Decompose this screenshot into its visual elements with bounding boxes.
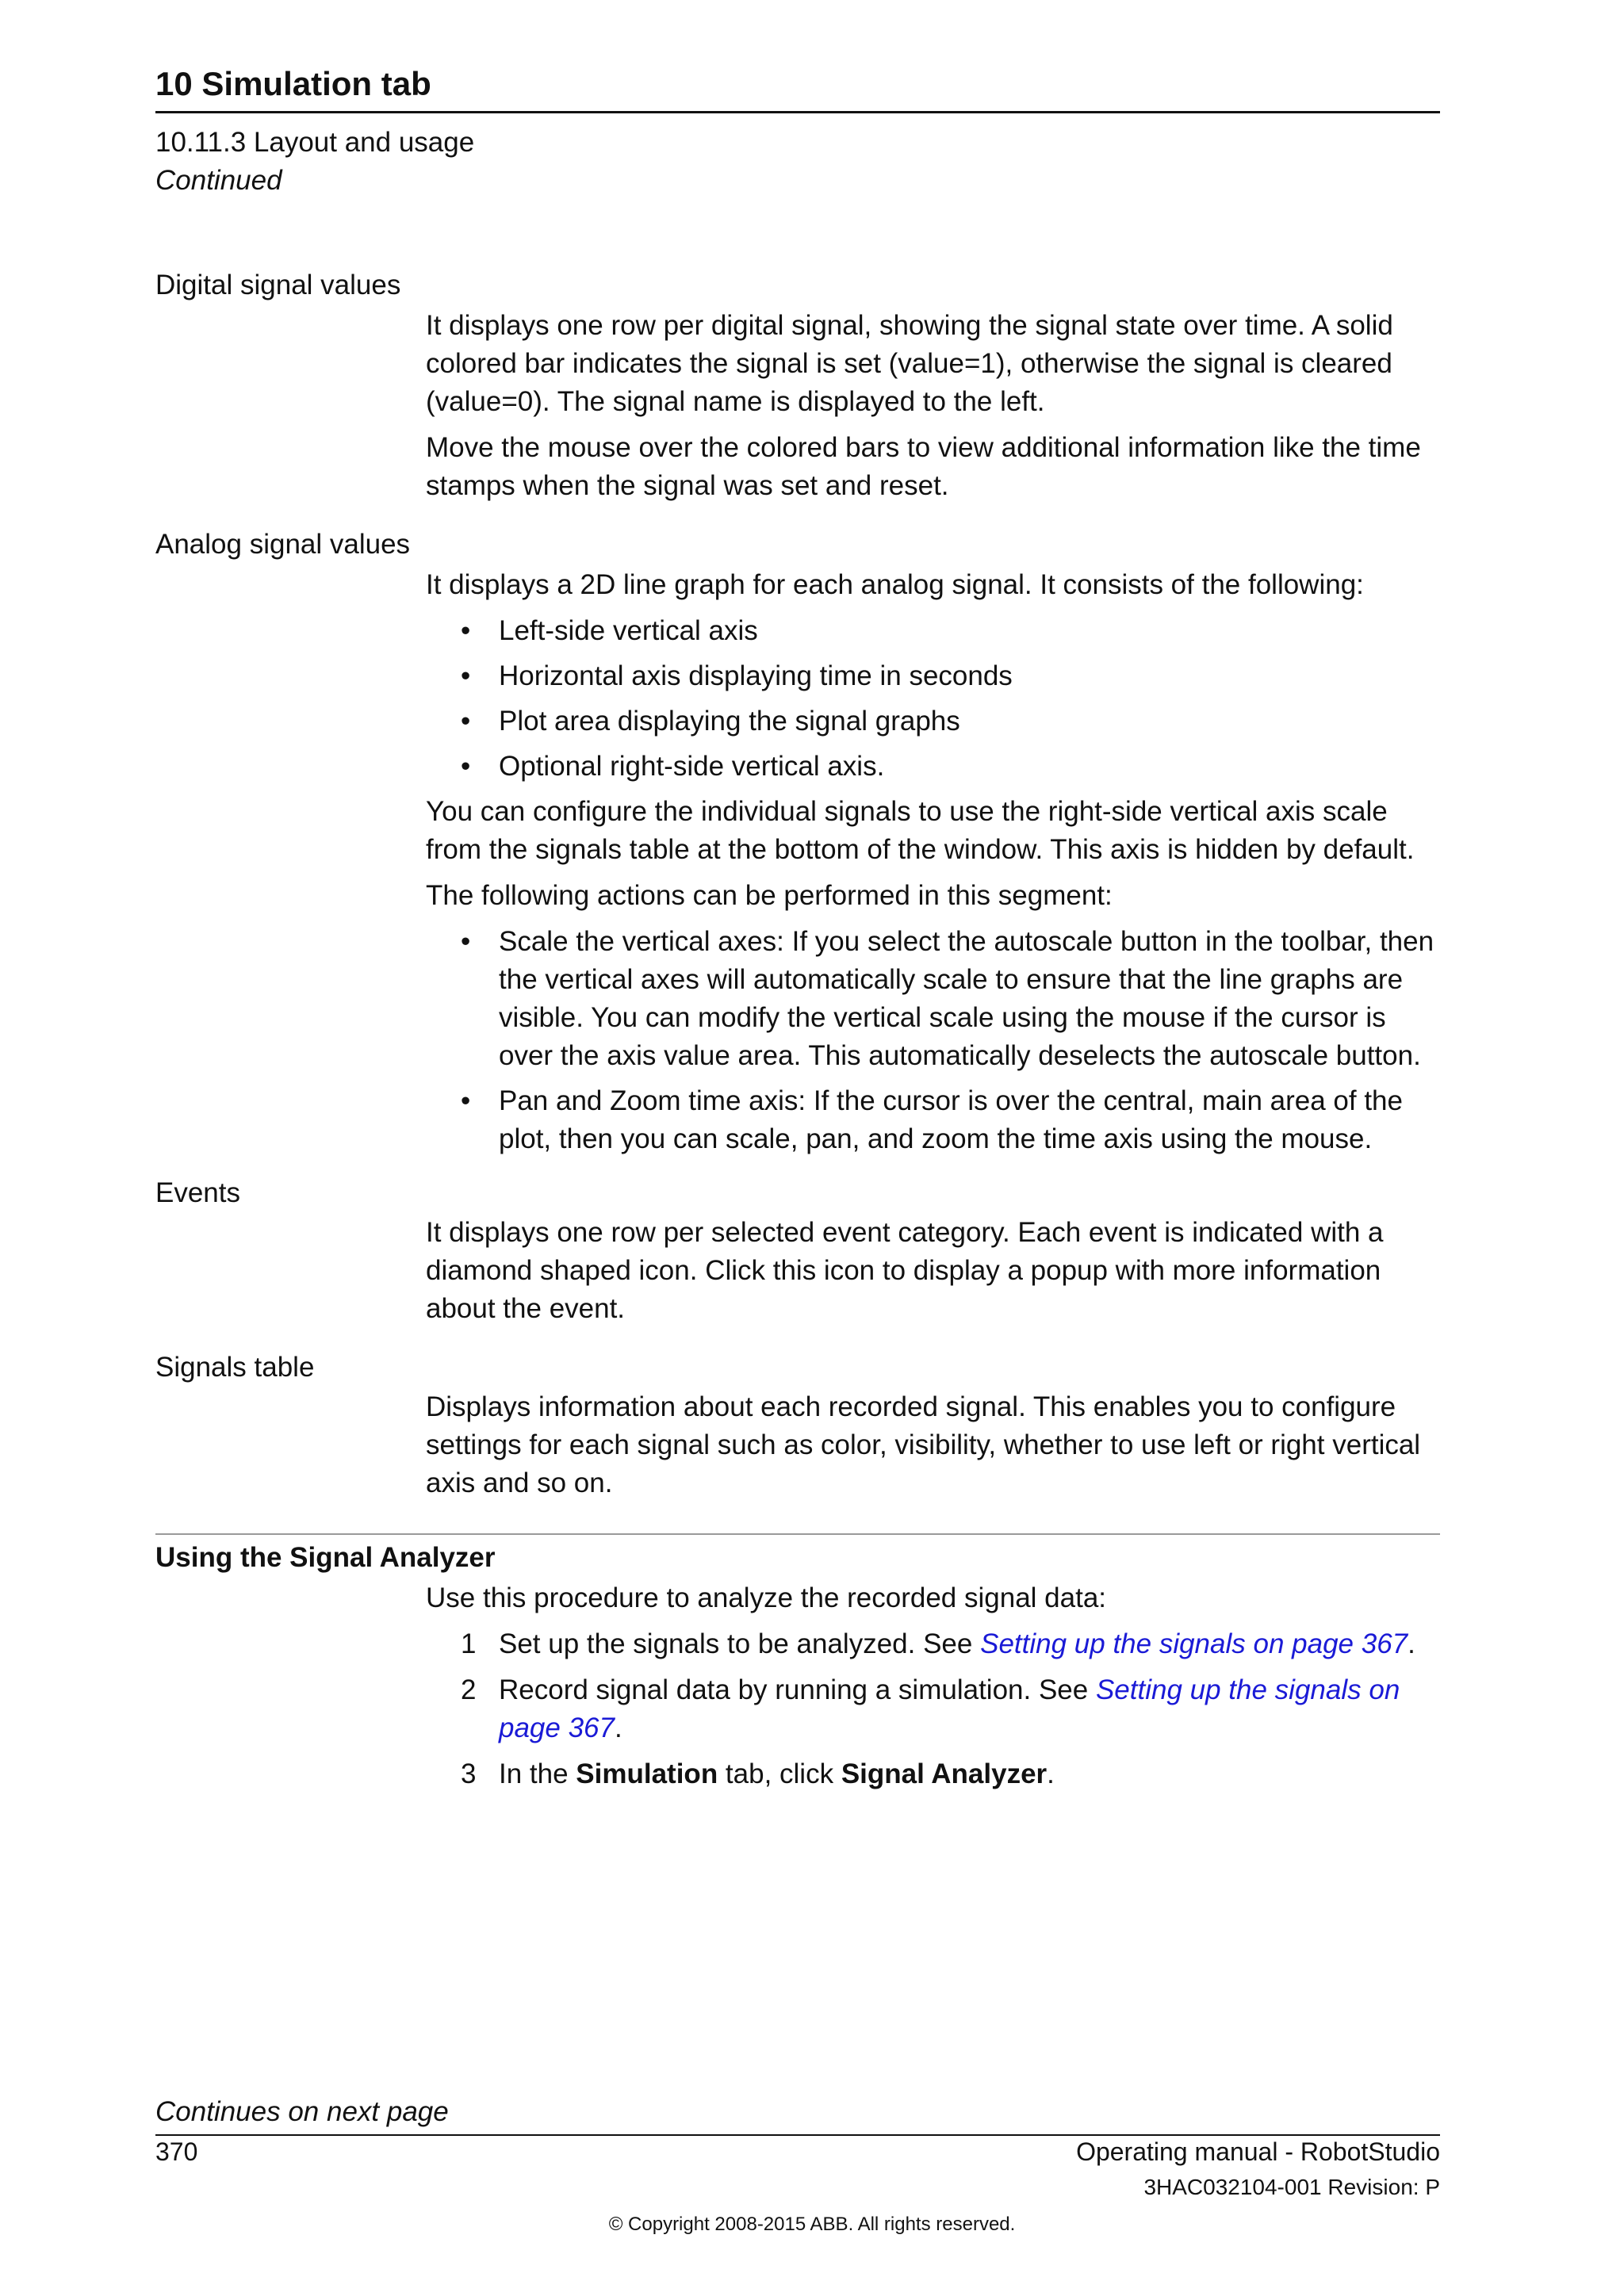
bullet-icon: • <box>461 615 471 646</box>
procedure-heading: Using the Signal Analyzer <box>155 1542 496 1573</box>
analog-signal-values-label: Analog signal values <box>155 529 411 560</box>
document-id: 3HAC032104-001 Revision: P <box>1143 2175 1440 2199</box>
ui-term: Simulation <box>576 1758 718 1789</box>
cross-reference-link[interactable]: Setting up the signals on page 367 <box>980 1628 1408 1659</box>
chapter-title: 10 Simulation tab <box>155 65 431 102</box>
list-item: • Horizontal axis displaying time in seconds <box>426 657 1441 695</box>
step-number: 3 <box>461 1758 477 1789</box>
bullet-icon: • <box>461 706 471 737</box>
ui-term: Signal Analyzer <box>841 1758 1048 1789</box>
list-item: • Scale the vertical axes: If you select the autoscale button in the toolbar, then the vertical axes will automatically scale to ensure that the line graphs are visible. You can modify the vertical scale using the mouse if the cursor is over the axis value area. This automatically deselects the autoscale button. <box>426 923 1441 1075</box>
paragraph: It displays a 2D line graph for each analog signal. It consists of the following: <box>426 569 1364 600</box>
procedure-step: 1 Set up the signals to be analyzed. See Setting up the signals on page 367. <box>426 1625 1441 1663</box>
section-title: 10.11.3 Layout and usage <box>155 127 475 158</box>
bullet-icon: • <box>461 751 471 782</box>
manual-title: Operating manual - RobotStudio <box>1076 2137 1440 2166</box>
paragraph: Use this procedure to analyze the recorded signal data: <box>426 1582 1107 1613</box>
signals-table-body <box>426 1388 1441 1510</box>
events-label: Events <box>155 1177 240 1208</box>
step-number: 2 <box>461 1674 477 1705</box>
list-item: • Left-side vertical axis <box>426 612 1441 650</box>
continues-next-page: Continues on next page <box>155 2096 449 2127</box>
chapter-divider <box>155 111 1440 113</box>
procedure-step: 2 Record signal data by running a simulation. See Setting up the signals on page 367. <box>426 1671 1441 1747</box>
events-body <box>426 1214 1441 1336</box>
list-item: • Pan and Zoom time axis: If the cursor is over the central, main area of the plot, then you can scale, pan, and zoom the time axis using the mouse. <box>426 1082 1441 1158</box>
paragraph: The following actions can be performed in this segment: <box>426 880 1113 911</box>
digital-signal-values-body <box>426 307 1441 513</box>
list-item: • Optional right-side vertical axis. <box>426 748 1441 786</box>
step-number: 1 <box>461 1628 477 1659</box>
paragraph: It displays one row per selected event category. Each event is indicated with a diamond shaped icon. Click this icon to display a popup with more information about the event. <box>426 1217 1384 1324</box>
continued-label: Continued <box>155 165 282 196</box>
paragraph: Move the mouse over the colored bars to view additional information like the time stamps when the signal was set and reset. <box>426 432 1421 501</box>
analog-signal-values-body <box>426 566 1441 1165</box>
paragraph: Displays information about each recorded signal. This enables you to configure settings for each signal such as color, visibility, whether to use left or right vertical axis and so on. <box>426 1391 1421 1498</box>
paragraph: It displays one row per digital signal, showing the signal state over time. A solid colored bar indicates the signal is set (value=1), otherwise the signal is cleared (value=0). The signal name is displayed to the left. <box>426 310 1393 417</box>
page-number: 370 <box>155 2137 198 2166</box>
signals-table-label: Signals table <box>155 1352 315 1383</box>
digital-signal-values-label: Digital signal values <box>155 270 401 300</box>
procedure-divider <box>155 1533 1440 1535</box>
footer-divider <box>155 2134 1440 2136</box>
paragraph: You can configure the individual signals to use the right-side vertical axis scale from the signals table at the bottom of the window. This axis is hidden by default. <box>426 796 1415 865</box>
bullet-icon: • <box>461 1085 471 1116</box>
copyright-notice: © Copyright 2008-2015 ABB. All rights reserved. <box>608 2214 1016 2235</box>
bullet-icon: • <box>461 926 471 957</box>
list-item: • Plot area displaying the signal graphs <box>426 702 1441 740</box>
procedure-step: 3 In the Simulation tab, click Signal Analyzer. <box>426 1755 1441 1793</box>
cross-reference-link[interactable]: Setting up the signals on page 367 <box>499 1674 1400 1743</box>
procedure-body <box>426 1579 1441 1801</box>
bullet-icon: • <box>461 660 471 691</box>
